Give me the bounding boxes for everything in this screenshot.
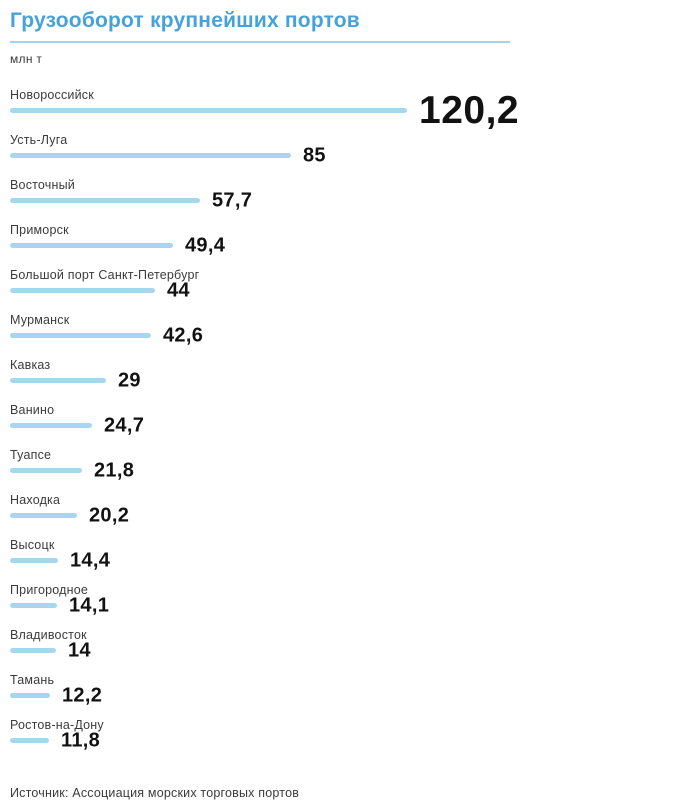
value-label: 12,2 bbox=[62, 684, 103, 706]
value-label: 11,8 bbox=[61, 729, 101, 751]
bar-row bbox=[10, 717, 690, 762]
value-label: 85 bbox=[303, 144, 326, 166]
value-bar bbox=[10, 738, 49, 743]
value-bar bbox=[10, 288, 155, 293]
port-label: Высоцк bbox=[10, 538, 55, 552]
bar-line bbox=[10, 639, 690, 661]
value-label: 14 bbox=[68, 639, 91, 661]
bar-line bbox=[10, 189, 690, 211]
port-label: Владивосток bbox=[10, 628, 87, 642]
bar-row bbox=[10, 312, 690, 357]
value-bar bbox=[10, 378, 106, 383]
value-bar bbox=[10, 333, 151, 338]
bar-row bbox=[10, 222, 690, 267]
value-bar bbox=[10, 603, 57, 608]
port-label: Восточный bbox=[10, 178, 75, 192]
value-bar bbox=[10, 558, 58, 563]
bar-line bbox=[10, 369, 690, 391]
bar-line bbox=[10, 684, 690, 706]
bar-row bbox=[10, 672, 690, 717]
value-label: 49,4 bbox=[185, 234, 226, 256]
value-bar bbox=[10, 198, 200, 203]
bar-row bbox=[10, 492, 690, 537]
value-bar bbox=[10, 153, 291, 158]
bar-row bbox=[10, 447, 690, 492]
port-label: Ванино bbox=[10, 403, 55, 417]
value-label: 29 bbox=[118, 369, 141, 391]
bar-row bbox=[10, 627, 690, 672]
value-label: 14,1 bbox=[69, 594, 110, 616]
bar-line bbox=[10, 549, 690, 571]
value-label: 21,8 bbox=[94, 459, 135, 481]
bar-line bbox=[10, 324, 690, 346]
bar-row bbox=[10, 582, 690, 627]
value-bar bbox=[10, 648, 56, 653]
value-bar bbox=[10, 693, 50, 698]
bar-row bbox=[10, 537, 690, 582]
port-label: Пригородное bbox=[10, 583, 89, 597]
bar-row bbox=[10, 87, 690, 132]
bar-line bbox=[10, 729, 690, 751]
port-label: Большой порт Санкт-Петербург bbox=[10, 268, 200, 282]
value-bar bbox=[10, 423, 92, 428]
units-label: млн т bbox=[10, 52, 43, 66]
port-label: Усть-Луга bbox=[10, 133, 68, 147]
value-label: 42,6 bbox=[163, 324, 204, 346]
port-label: Приморск bbox=[10, 223, 69, 237]
title-rule bbox=[10, 41, 510, 43]
value-label: 57,7 bbox=[212, 189, 253, 211]
bar-line bbox=[10, 459, 690, 481]
port-label: Новороссийск bbox=[10, 88, 94, 102]
port-label: Туапсе bbox=[10, 448, 52, 462]
bar-line bbox=[10, 594, 690, 616]
value-label: 20,2 bbox=[89, 504, 130, 526]
chart-title: Грузооборот крупнейших портов bbox=[10, 9, 360, 32]
bar-line bbox=[10, 504, 690, 526]
bar-row bbox=[10, 357, 690, 402]
port-label: Находка bbox=[10, 493, 61, 507]
bar-rows bbox=[10, 87, 690, 762]
bar-row bbox=[10, 177, 690, 222]
port-label: Кавказ bbox=[10, 358, 51, 372]
bar-line bbox=[10, 414, 690, 436]
bar-line bbox=[10, 279, 690, 301]
value-label: 44 bbox=[167, 279, 190, 301]
bar-row bbox=[10, 267, 690, 312]
source-note: Источник: Ассоциация морских торговых портов bbox=[10, 786, 300, 800]
bar-row bbox=[10, 132, 690, 177]
bar-line bbox=[10, 144, 690, 166]
value-bar bbox=[10, 513, 77, 518]
value-label: 24,7 bbox=[104, 414, 145, 436]
port-label: Ростов-на-Дону bbox=[10, 718, 104, 732]
value-bar bbox=[10, 108, 407, 113]
value-bar bbox=[10, 468, 82, 473]
value-bar bbox=[10, 243, 173, 248]
value-label: 14,4 bbox=[70, 549, 111, 571]
value-label: 120,2 bbox=[419, 88, 520, 132]
bar-line bbox=[10, 234, 690, 256]
bar-row bbox=[10, 402, 690, 447]
port-label: Тамань bbox=[10, 673, 55, 687]
port-label: Мурманск bbox=[10, 313, 70, 327]
